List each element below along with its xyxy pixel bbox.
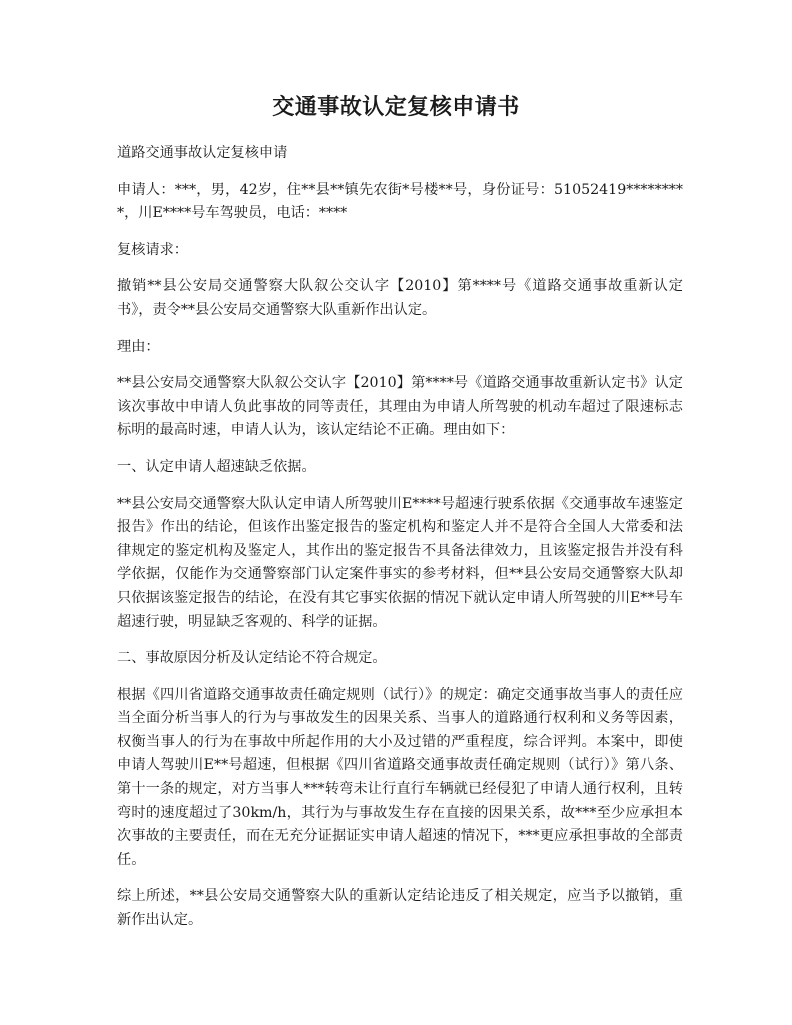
request-heading: 复核请求： (117, 241, 188, 258)
conclusion-paragraph: 综上所述，**县公安局交通警察大队的重新认定结论违反了相关规定，应当予以撤销，重新作出认定。 (117, 888, 683, 929)
reasons-heading: 理由： (117, 338, 160, 355)
applicant-info-paragraph: 申请人：***，男，42岁，住**县**镇先农街*号楼**号，身份证号：51052419*********，川E****号车驾驶员，电话：**** (117, 181, 683, 222)
section-two-paragraph: 根据《四川省道路交通事故责任确定规则（试行）》的规定：确定交通事故当事人的责任应当全面分析当事人的行为与事故发生的因果关系、当事人的道路通行权利和义务等因素，权衡当事人的行为在事故中所起作用的大小及过错的严重程度，综合评判。本案中，即使申请人驾驶川E**号超速，但根据《四川省道路交通事故责任确定规则（试行）》第八条、第十一条的规定，对方当事人***转弯未让行直行车辆就已经侵犯了申请人通行权利，且转弯时的速度超过了30km/h，其行为与事故发生存在直接的因果关系，故***至少应承担本次事故的主要责任，而在无充分证据证实申请人超速的情况下，***更应承担事故的全部责任。 (117, 686, 683, 868)
section-two-heading: 二、事故原因分析及认定结论不符合规定。 (117, 650, 387, 667)
section-one-paragraph: **县公安局交通警察大队认定申请人所驾驶川E****号超速行驶系依据《交通事故车速鉴定报告》作出的结论，但该作出鉴定报告的鉴定机构和鉴定人并不是符合全国人大常委和法律规定的鉴定机构及鉴定人，其作出的鉴定报告不具备法律效力，且该鉴定报告并没有科学依据，仅能作为交通警察部门认定案件事实的参考材料，但**县公安局交通警察大队却只依据该鉴定报告的结论，在没有其它事实依据的情况下就认定申请人所驾驶的川E**号车超速行驶，明显缺乏客观的、科学的证据。 (117, 495, 683, 630)
section-one-heading: 一、认定申请人超速缺乏依据。 (117, 458, 316, 475)
document-body (117, 142, 683, 946)
request-paragraph: 撤销**县公安局交通警察大队叙公交认字【2010】第****号《道路交通事故重新认定书》，责令**县公安局交通警察大队重新作出认定。 (117, 278, 683, 318)
reasons-intro-paragraph: **县公安局交通警察大队叙公交认字【2010】第****号《道路交通事故重新认定书》认定该次事故中申请人负此事故的同等责任，其理由为申请人所驾驶的机动车超过了限速标志标明的最高时速，申请人认为，该认定结论不正确。理由如下： (117, 375, 683, 439)
subtitle-paragraph: 道路交通事故认定复核申请 (117, 145, 288, 161)
document-title: 交通事故认定复核申请书 (272, 94, 520, 120)
